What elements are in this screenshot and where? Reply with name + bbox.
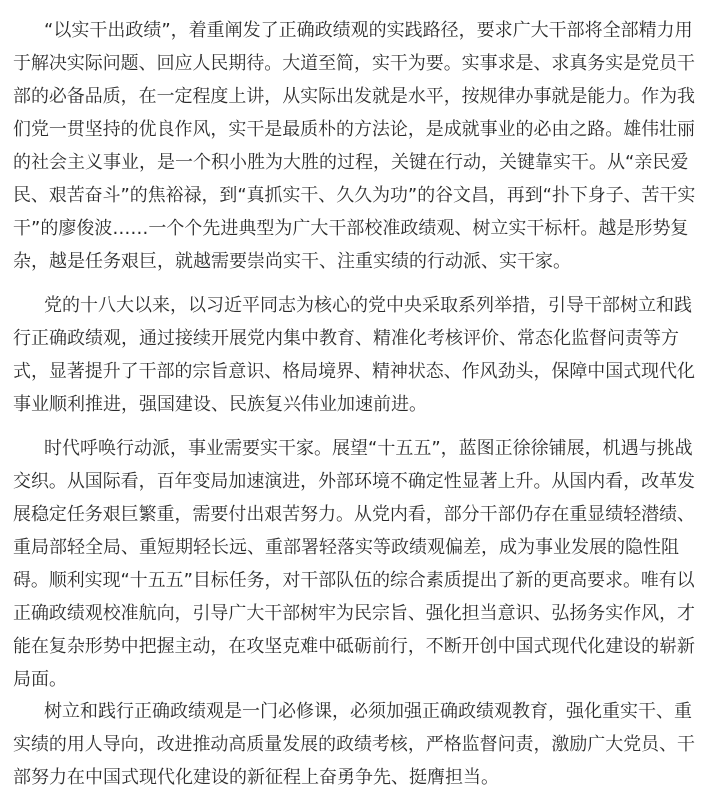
paragraph-line: 交织。从国际看，百年变局加速演进，外部环境不确定性显著上升。从国内看，改革发 [13, 471, 695, 492]
paragraph-line: 能在复杂形势中把握主动，在攻坚克难中砥砺前行，不断开创中国式现代化建设的崭新 [13, 636, 695, 657]
paragraph-line: 干”的廖俊波……一个个先进典型为广大干部校准政绩观、树立实干标杆。越是形势复 [13, 218, 689, 239]
paragraph-line: 民、艰苦奋斗”的焦裕禄，到“真抓实干、久久为功”的谷文昌，再到“扑下身子、苦干实 [13, 185, 696, 206]
paragraph-line: 行正确政绩观，通过接续开展党内集中教育、精准化考核评价、常态化监督问责等方 [13, 328, 679, 349]
paragraph-line: 们党一贯坚持的优良作风，实干是最质朴的方法论，是成就事业的必由之路。雄伟壮丽 [13, 119, 695, 140]
paragraph-line: 局面。 [13, 669, 67, 690]
paragraph-line: 重局部轻全局、重短期轻长远、重部署轻落实等政绩观偏差，成为事业发展的隐性阻 [13, 537, 679, 558]
paragraph-line: 式，显著提升了干部的宗旨意识、格局境界、精神状态、作风劲头，保障中国式现代化 [13, 361, 695, 382]
paragraph-line: “以实干出政绩”，着重阐发了正确政绩观的实践路径，要求广大干部将全部精力用 [44, 20, 693, 41]
paragraph-line: 于解决实际问题、回应人民期待。大道至简，实干为要。实事求是、求真务实是党员干 [13, 53, 695, 74]
paragraph-line: 的社会主义事业，是一个积小胜为大胜的过程，关键在行动，关键靠实干。从“亲民爱 [13, 152, 689, 173]
paragraph-line: 时代呼唤行动派，事业需要实干家。展望“十五五”，蓝图正徐徐铺展，机遇与挑战 [44, 438, 693, 459]
paragraph-line: 部的必备品质，在一定程度上讲，从实际出发就是水平，按规律办事就是能力。作为我 [13, 86, 695, 107]
paragraph-line: 部努力在中国式现代化建设的新征程上奋勇争先、挺膺担当。 [13, 767, 499, 788]
paragraph-line: 正确政绩观校准航向，引导广大干部树牢为民宗旨、强化担当意识、弘扬务实作风，才 [13, 603, 695, 624]
paragraph-line: 杂，越是任务艰巨，就越需要崇尚实干、注重实绩的行动派、实干家。 [13, 251, 571, 272]
paragraph-line: 事业顺利推进，强国建设、民族复兴伟业加速前进。 [13, 394, 427, 415]
paragraph-line: 实绩的用人导向，改进推动高质量发展的政绩考核，严格监督问责，激励广大党员、干 [13, 734, 695, 755]
paragraph-line: 碍。顺利实现“十五五”目标任务，对干部队伍的综合素质提出了新的更高要求。唯有以 [13, 570, 695, 591]
paragraph-line: 树立和践行正确政绩观是一门必修课，必须加强正确政绩观教育，强化重实干、重 [44, 701, 692, 722]
paragraph-line: 展稳定任务艰巨繁重，需要付出艰苦努力。从党内看，部分干部仍存在重显绩轻潜绩、 [13, 504, 695, 525]
paragraph-line: 党的十八大以来，以习近平同志为核心的党中央采取系列举措，引导干部树立和践 [44, 295, 692, 316]
